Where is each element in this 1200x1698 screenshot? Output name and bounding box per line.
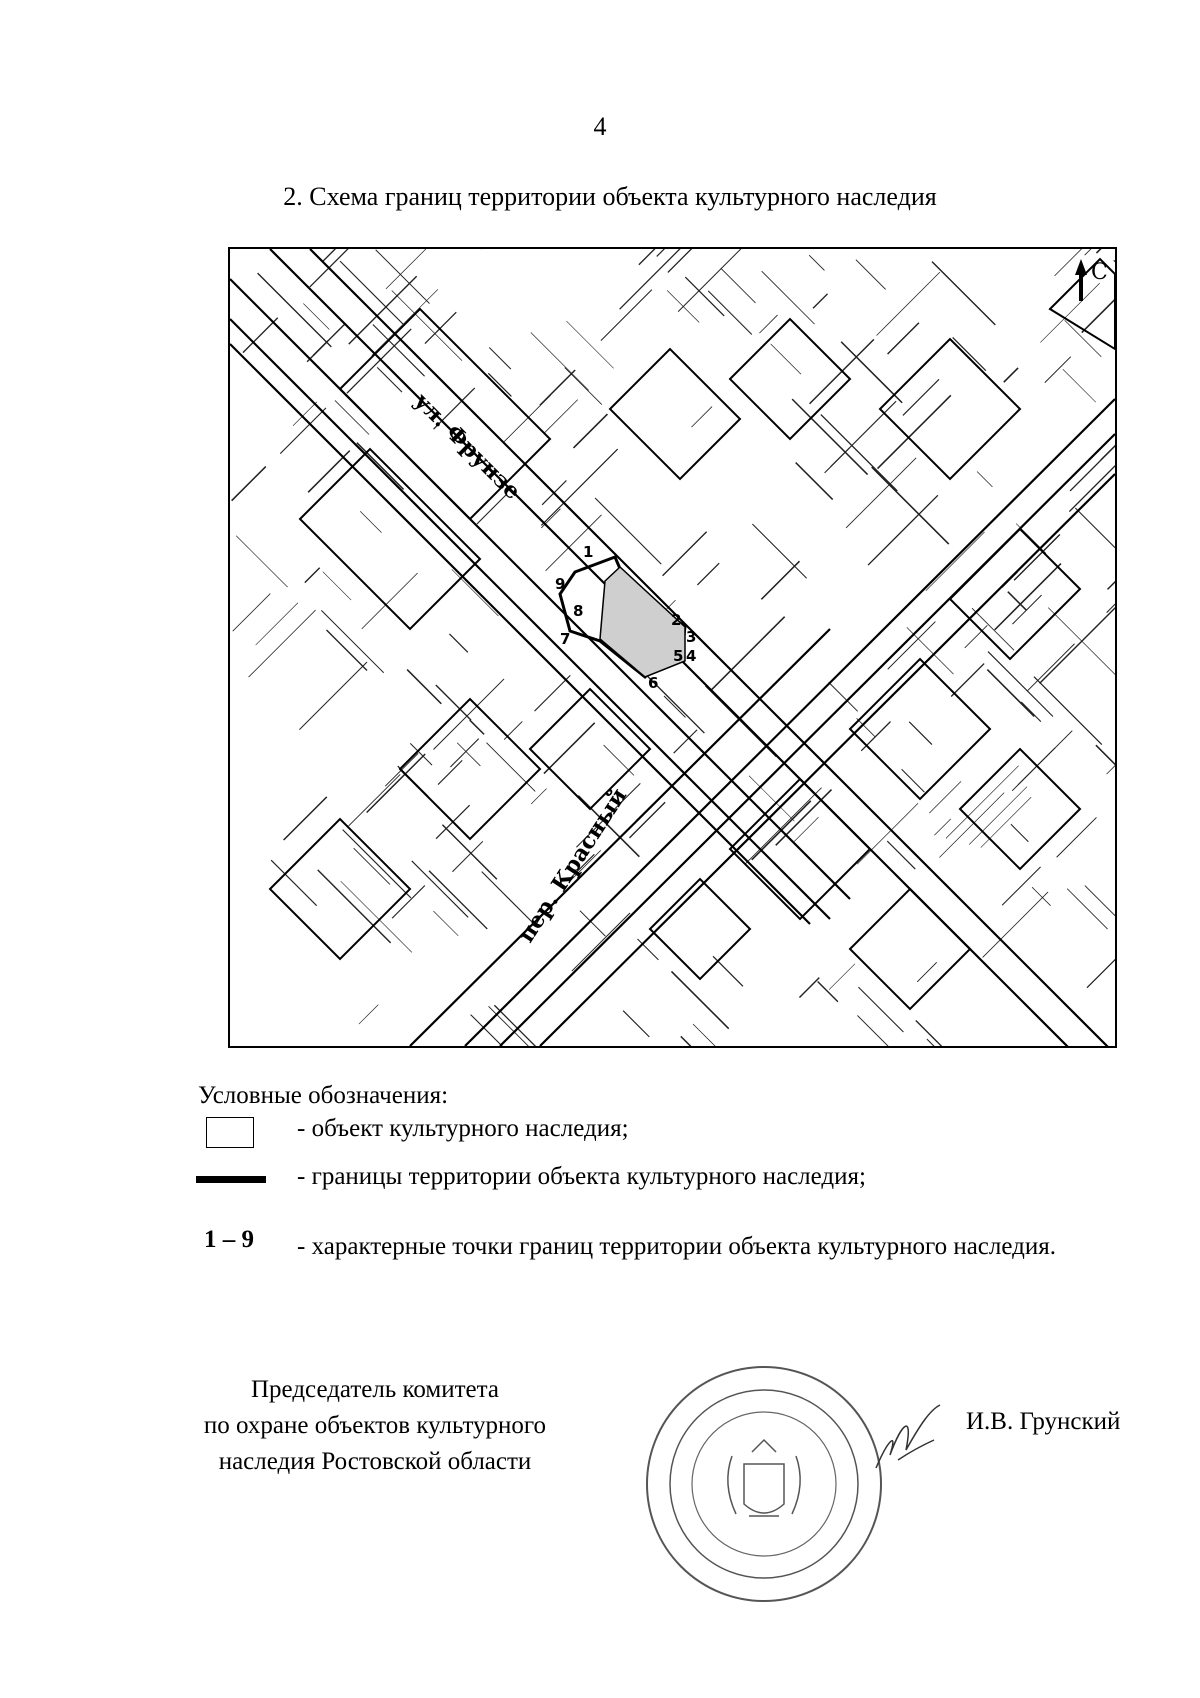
map-line — [452, 841, 482, 871]
map-line — [664, 696, 685, 717]
map-line — [256, 603, 298, 645]
map-line — [916, 1020, 969, 1046]
map-line — [318, 870, 391, 943]
map-line — [1021, 702, 1041, 722]
map-line — [313, 341, 328, 356]
map-line — [486, 743, 535, 792]
map-line — [540, 370, 575, 405]
map-line — [367, 754, 426, 813]
map-line — [856, 260, 886, 290]
map-line — [1107, 543, 1115, 613]
map-line — [1002, 867, 1040, 905]
map-line — [386, 249, 460, 289]
map-line — [857, 803, 918, 864]
map-line — [249, 610, 316, 677]
map-line — [663, 532, 707, 576]
map-line — [438, 760, 462, 784]
map-line — [1004, 368, 1018, 382]
map-line — [639, 249, 708, 265]
map-line — [977, 472, 992, 487]
map-line — [629, 802, 665, 838]
map-line — [685, 277, 724, 316]
map-line — [878, 395, 951, 468]
north-arrow-icon — [1075, 259, 1087, 301]
map-line — [888, 323, 919, 354]
map-line — [934, 819, 950, 835]
legend-item-heritage-object: - объект культурного наследия; — [297, 1115, 629, 1142]
map-line — [792, 399, 867, 474]
point-label: 9 — [555, 575, 566, 593]
map-line — [981, 797, 1031, 847]
map-line — [531, 333, 589, 391]
map-line — [429, 871, 487, 929]
map-line — [541, 509, 560, 528]
map-line — [373, 325, 425, 377]
map-line — [887, 841, 915, 869]
map-line — [321, 610, 383, 672]
point-label: 4 — [686, 647, 697, 665]
map-line — [771, 344, 801, 374]
official-seal-stamp — [644, 1364, 884, 1604]
map-line — [776, 790, 832, 846]
map-line — [1057, 817, 1097, 857]
map-line — [829, 682, 858, 711]
map-line — [821, 415, 897, 491]
map-line — [902, 769, 925, 792]
map-line — [360, 511, 381, 532]
map-line — [412, 861, 468, 917]
map-line — [305, 568, 320, 583]
map-line — [566, 321, 613, 368]
map-line — [818, 981, 838, 1001]
map-line — [541, 449, 617, 525]
map-line — [477, 495, 506, 524]
boundary-line-swatch-icon — [196, 1176, 266, 1183]
map-line — [1087, 919, 1115, 988]
map-line — [953, 337, 986, 370]
map-line — [909, 722, 932, 745]
heritage-object-swatch-icon — [206, 1117, 254, 1148]
north-label: С — [1091, 260, 1108, 285]
map-line — [1063, 369, 1096, 402]
legend-item-points: - характерные точки границ территории объекта культурного наследия. — [297, 1233, 1056, 1260]
map-line — [1085, 886, 1115, 959]
map-line — [951, 664, 984, 697]
map-line — [796, 463, 833, 500]
map-line — [1032, 887, 1050, 905]
map-line — [433, 911, 458, 936]
map-line — [903, 379, 939, 415]
map-line — [1028, 644, 1075, 691]
map-line — [1012, 595, 1041, 624]
map-line — [752, 524, 806, 578]
map-line — [580, 911, 605, 936]
map-line — [376, 250, 430, 304]
map-line — [987, 670, 1034, 717]
legend-item-boundary: - границы территории объекта культурного наследия; — [297, 1163, 866, 1190]
map-line — [258, 273, 332, 347]
map-line — [637, 939, 658, 960]
map-line — [470, 720, 484, 734]
map-line — [489, 348, 511, 370]
map-line — [623, 1011, 649, 1037]
map-line — [1065, 320, 1102, 357]
map-line — [620, 249, 696, 309]
legend-title: Условные обозначения: — [198, 1082, 449, 1109]
map-line — [1067, 889, 1107, 929]
point-label: 2 — [671, 611, 682, 629]
point-label: 5 — [673, 647, 684, 665]
map-line — [233, 594, 271, 632]
map-line — [601, 290, 652, 341]
point-label: 6 — [648, 674, 659, 692]
map-line — [280, 408, 326, 454]
map-line — [323, 572, 351, 600]
map-line — [972, 608, 1014, 650]
map-line — [1082, 288, 1115, 333]
street-label-krasny: пер. Красный — [513, 783, 633, 948]
handwritten-signature — [868, 1400, 948, 1480]
map-line — [293, 402, 317, 426]
map-line — [877, 272, 940, 335]
map-line — [939, 793, 1004, 858]
map-line — [565, 368, 602, 405]
map-line — [343, 830, 411, 898]
street-label-frunze: ул. Фрунзе — [408, 387, 526, 505]
map-line — [544, 723, 595, 774]
map-line — [322, 249, 347, 262]
map-line — [793, 817, 818, 842]
map-line — [693, 1024, 725, 1046]
point-label: 1 — [583, 543, 594, 561]
map-line — [359, 1005, 378, 1024]
legend-points-key: 1 – 9 — [204, 1226, 254, 1253]
map-line — [236, 536, 287, 587]
map-line — [932, 262, 995, 325]
section-title: 2. Схема границ территории объекта культурного наследия — [283, 182, 937, 211]
map-line — [349, 774, 401, 826]
map-line — [488, 373, 511, 396]
map-line — [1012, 731, 1072, 791]
map-line — [711, 617, 785, 691]
map-line — [271, 860, 317, 906]
map-line — [299, 662, 367, 730]
map-line — [1096, 745, 1115, 775]
map-line — [232, 467, 266, 501]
map-line — [868, 495, 938, 565]
point-label: 3 — [686, 628, 697, 646]
map-line — [799, 978, 819, 998]
map-line — [691, 407, 712, 428]
map-line — [946, 766, 1019, 839]
map-line — [362, 573, 418, 629]
map-line — [995, 564, 1061, 630]
cadastral-map — [228, 247, 1117, 1048]
point-label: 7 — [560, 630, 571, 648]
map-line — [372, 289, 438, 355]
map-line — [762, 271, 815, 324]
map-line — [354, 848, 390, 884]
map-line — [721, 268, 756, 303]
map-line — [697, 563, 719, 585]
map-line — [969, 787, 1027, 845]
map-line — [572, 913, 630, 971]
map-line — [988, 652, 1053, 717]
map-line — [407, 670, 441, 704]
map-line — [303, 303, 329, 329]
map-line — [357, 443, 404, 490]
map-line — [452, 569, 499, 616]
map-line — [347, 329, 411, 393]
map-line — [829, 964, 855, 990]
map-line — [573, 414, 607, 448]
map-line — [341, 881, 412, 952]
map-line — [1045, 357, 1071, 383]
position-line: по охране объектов культурного — [203, 1412, 547, 1439]
page-number: 4 — [593, 112, 607, 141]
map-line — [433, 679, 504, 750]
map-line — [809, 255, 824, 270]
map-line — [1108, 515, 1115, 590]
map-line — [888, 622, 936, 670]
map-line — [813, 294, 827, 308]
map-line — [377, 367, 402, 392]
map-line — [535, 675, 571, 711]
map-line — [926, 532, 985, 591]
map-line — [965, 625, 988, 648]
map-line — [1034, 677, 1102, 745]
point-label: 8 — [573, 602, 584, 620]
map-line — [759, 315, 777, 333]
position-line: Председатель комитета — [251, 1376, 499, 1403]
map-line — [1096, 249, 1115, 253]
map-line — [861, 722, 890, 751]
map-line — [846, 458, 916, 528]
signatory-name: И.В. Грунский — [966, 1408, 1121, 1435]
signatory-position — [160, 1372, 590, 1480]
map-line — [841, 342, 902, 403]
map-line — [450, 739, 478, 767]
map-line — [1014, 534, 1060, 580]
map-line — [595, 498, 661, 564]
map-line — [983, 892, 1048, 957]
map-line — [449, 634, 467, 652]
map-line — [284, 797, 327, 840]
map-line — [545, 400, 578, 433]
map-line — [761, 561, 799, 599]
map-line — [681, 1036, 696, 1046]
map-line — [917, 962, 936, 981]
map-line — [708, 291, 752, 335]
map-line — [1075, 508, 1115, 550]
map-line — [531, 788, 546, 803]
map-line — [872, 467, 949, 544]
map-line — [858, 987, 903, 1032]
map-line — [442, 825, 496, 879]
map-line — [1011, 824, 1028, 841]
position-line: наследия Ростовской области — [218, 1448, 532, 1475]
